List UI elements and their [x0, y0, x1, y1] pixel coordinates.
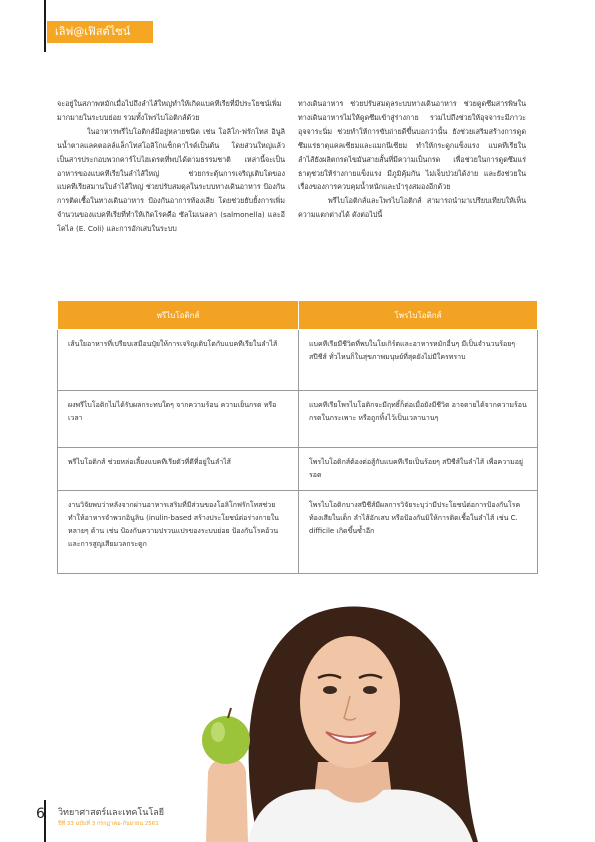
left-eye: [323, 686, 337, 694]
table-cell: ผงพรีไบโอติกไม่ได้รับผลกระทบใดๆ จากความร้อน ความเย็นกรด หรือเวลา: [58, 391, 299, 448]
hand-shape: [206, 757, 248, 842]
table-row: [58, 391, 538, 448]
section-tab: [47, 21, 153, 43]
apple-shape: [202, 716, 250, 764]
paragraph: ในอาหารพรีไบโอติกส์มีอยู่หลายชนิด เช่น โอลิโก-ฟรักโทส อินูลินน้ำตาลแลคตอลล์แล็กโทสโอลิโกแซ็กคาไรด์เป็นต้น โดยส่วนใหญ่แล้วเป็นสารประกอบพวกคาร์โบไฮเดรตที่พบได้ตามธรรมชาติ เหล่านี้จะเป็นอาหารของแบคทีเรียในลำไส้ใหญ่ ช่วยกระตุ้นการเจริญเติบโตของแบคทีเรียสมานใบลำไส้ใหญ่ ช่วยปรับสมดุลในระบบทางเดินอาหาร ป้องกันการติดเชื้อในทางเดินอาหาร ป้องกันอาการท้องเสีย โดยช่วยยับยั้งการเพิ่มจำนวนของแบคทีเรียที่ทำให้เกิดโรคคือ ซัลโมเนลลา (salmonella) และอีโคไล (E. Coli) และการอักเสบในระบบ: [57, 126, 285, 234]
section-label: เลิฟ@เฟิสต์ไซน์: [55, 25, 131, 38]
right-column: [298, 97, 526, 222]
table-cell: พรีไบโอติกส์ ช่วยหล่อเลี้ยงแบคทีเรียตัวที่ดีที่อยู่ในลำไส้: [58, 448, 299, 491]
table-cell: งานวิจัยพบว่าหลังจากผ่านอาหารเสริมที่มีส่วนของโอลิโกฟรักโทสช่วยทำให้อาหารจำพวกอินูลิน (inulin-based สร้างประโยชน์ต่อร่างกายในหลายๆ ด้าน เช่น ป้องกันความปรวนแปรของระบบย่อย ป้องกันโรคอ้วน และการสูญเสียมวลกระดูก: [58, 491, 299, 574]
right-eye: [363, 686, 377, 694]
header-probiotics: โพรไบโอติกส์: [299, 301, 538, 330]
paragraph: จะอยู่ในสภาพหมักเมื่อไปถึงลำไส้ใหญ่ทำให้เกิดแบคทีเรียที่มีประโยชน์เพิ่มมากมายในระบบย่อย รวมทั้งโพรไบโอติกส์ด้วย: [57, 99, 282, 122]
table-row: [58, 330, 538, 391]
woman-with-apple-photo: [198, 592, 498, 842]
table-cell: แบคทีเรียมีชีวิตที่พบในโยเกิร์ตและอาหารหมักอื่นๆ มีเป็นจำนวนร้อยๆ สปีชีส์ ทั่วไหนก็ในสุขภาพมนุษย์ที่สุดยังไม่มีใครทราบ: [299, 330, 538, 391]
table-cell: โพรไบโอติกส์ต้องต่อสู้กับแบคทีเรียเป็นร้อยๆ สปีชีส์ในลำไส้ เพื่อความอยู่รอด: [299, 448, 538, 491]
apple-highlight: [211, 722, 225, 742]
header-prebiotics: พรีไบโอติกส์: [58, 301, 299, 330]
table-cell: โพรไบโอติกบางสปีชีส์มีผลการวิจัยระบุว่ามีประโยชน์ต่อการป้องกันโรคท้องเสียในเด็ก ลำไส้อักเสบ หรือป้องกันมิให้การติดเชื้อในลำไส้ เช่น C. difficile เกิดขึ้นซ้ำอีก: [299, 491, 538, 574]
table-row: [58, 491, 538, 574]
table-header-row: [58, 301, 538, 330]
issue-info: ปีที่ 33 ฉบับที่ 3 กรกฎาคม-กันยายน 2561: [58, 821, 159, 827]
table-cell: เส้นใยอาหารที่เปรียบเสมือนปุ๋ยให้การเจริญเติบโตกับแบคทีเรียในลำไส้: [58, 330, 299, 391]
face-shape: [300, 636, 400, 768]
table-row: [58, 448, 538, 491]
magazine-title: วิทยาศาสตร์และเทคโนโลยี: [58, 808, 165, 818]
paragraph: ทางเดินอาหาร ช่วยปรับสมดุลระบบทางเดินอาหาร ช่วยดูดซึมสารพิษในทางเดินอาหารไม่ให้ดูดซึมเข้าสู่ร่างกาย รวมไปถึงช่วยให้อุจจาระมีภาวะ อุจจาระนิ่ม ช่วยทำให้การขับถ่ายดีขึ้นบอกว่านั้น ยังช่วยเสริมสร้างการดูดซึมแร่ธาตุแคลเซียมและแมกนีเซียม ทำให้กระดูกแข็งแรง แบคทีเรียในลำไส้ยังผลิตกรดไขมันสายสั้นที่มีความเป็นกรด เพื่อช่วยในการดูดซึมแร่ธาตุช่วยให้ร่างกายแข็งแรง มีภูมิคุ้มกัน ไม่เจ็บป่วยได้ง่าย และยังช่วยในเรื่องของการควบคุมน้ำหนักและบำรุงสมองอีกด้วย: [298, 99, 526, 192]
comparison-table: [57, 300, 538, 574]
paragraph: พรีไบโอติกส์และโพรไบโอติกส์ สามารถนำมาเปรียบเทียบให้เห็นความแตกต่างได้ ดังต่อไปนี้: [298, 196, 526, 220]
left-margin-rule: [44, 0, 46, 52]
left-column: [57, 97, 285, 236]
table-cell: แบคทีเรียโพรไบโอติกจะมีฤทธิ์ก็ต่อเมื่อยังมีชีวิต อาจตายได้จากความร้อน กรดในกระเพาะ หรือถูกทิ้งไว้เป็นเวลานานๆ: [299, 391, 538, 448]
page-number: 6: [36, 806, 45, 822]
